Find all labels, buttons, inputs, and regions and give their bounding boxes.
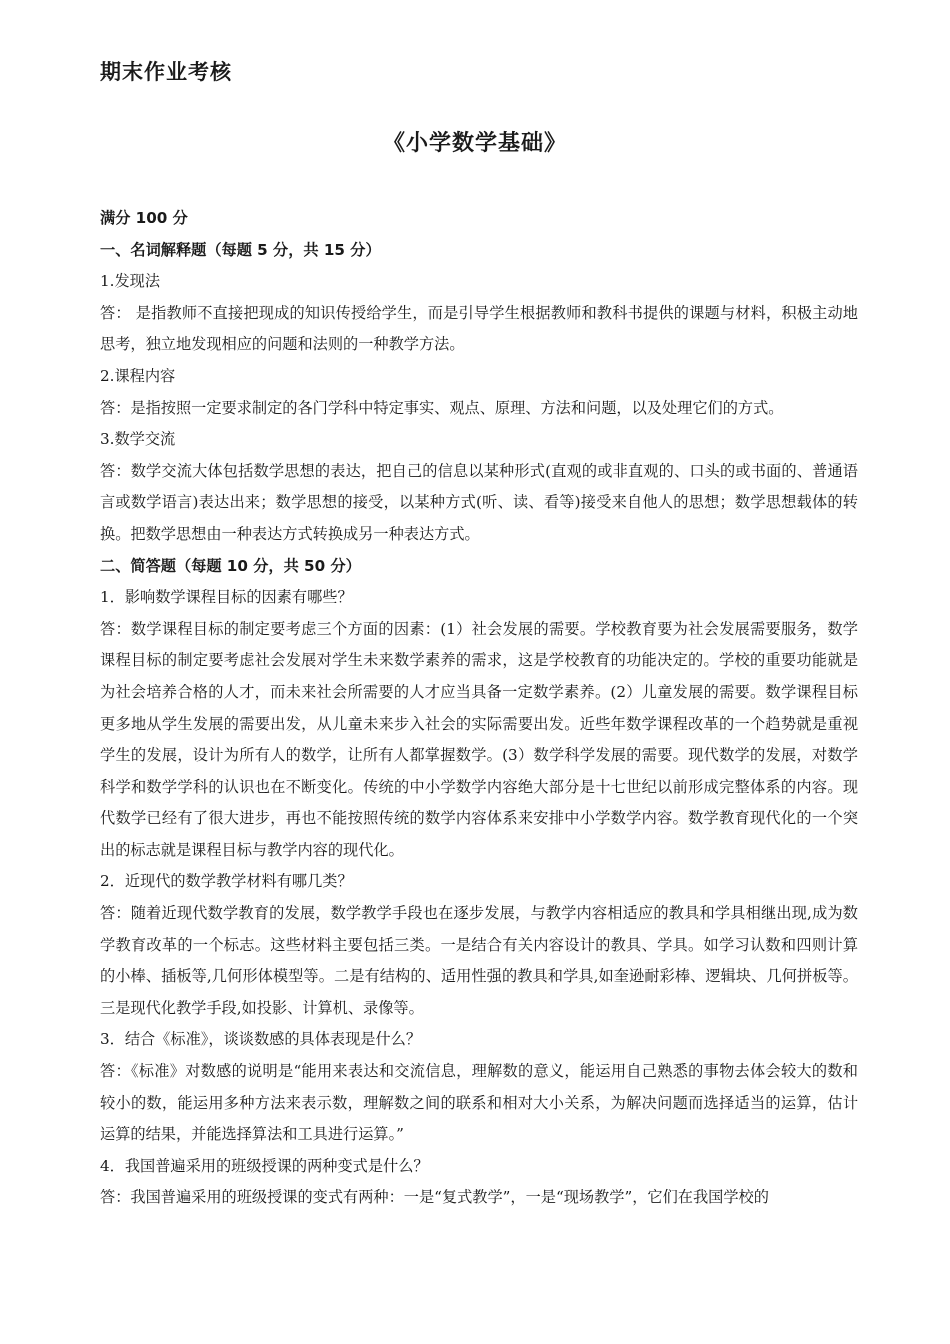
answer: 答：数学交流大体包括数学思想的表达，把自己的信息以某种形式(直观的或非直观的、口头的或书面的、普通语言或数学语言)表达出来；数学思想的接受，以某种方式(听、读、看等)接受来自他人的思想；数学思想载体的转换。把数学思想由一种表达方式转换成另一种表达方式。 <box>100 461 858 543</box>
question: 2.课程内容 <box>100 366 176 385</box>
section-heading: 一、名词解释题（每题 5 分，共 15 分） <box>100 240 381 259</box>
section-heading: 二、简答题（每题 10 分，共 50 分） <box>100 556 361 575</box>
question: 1.发现法 <box>100 272 161 291</box>
question: 3．结合《标准》，谈谈数感的具体表现是什么？ <box>100 1030 422 1049</box>
page-title: 《小学数学基础》 <box>382 131 567 156</box>
answer: 答：是指按照一定要求制定的各门学科中特定事实、观点、原理、方法和问题，以及处理它们的方式。 <box>100 398 784 417</box>
assignment-label: 期末作业考核 <box>100 60 232 84</box>
question: 4．我国普遍采用的班级授课的两种变式是什么？ <box>100 1156 429 1175</box>
answer: 答：我国普遍采用的班级授课的变式有两种：一是“复式教学”，一是“现场教学”，它们在我国学校的 <box>100 1188 769 1207</box>
answer: 答： 是指教师不直接把现成的知识传授给学生，而是引导学生根据教师和教科书提供的课题与材料，积极主动地思考，独立地发现相应的问题和法则的一种教学方法。 <box>100 303 858 354</box>
document-body <box>100 203 858 1214</box>
answer: 答：数学课程目标的制定要考虑三个方面的因素：(1）社会发展的需要。学校教育要为社会发展需要服务，数学课程目标的制定要考虑社会发展对学生未来数学素养的需求，这是学校教育的功能决定的。学校的重要功能就是为社会培养合格的人才，而未来社会所需要的人才应当具备一定数学素养。(2）儿童发展的需要。数学课程目标更多地从学生发展的需要出发，从儿童未来步入社会的实际需要出发。近些年数学课程改革的一个趋势就是重视学生的发展，设计为所有人的数学，让所有人都掌握数学。(3）数学科学发展的需要。现代数学的发展，对数学科学和数学学科的认识也在不断变化。传统的中小学数学内容绝大部分是十七世纪以前形成完整体系的内容。现代数学已经有了很大进步，再也不能按照传统的数学内容体系来安排中小学数学内容。数学教育现代化的一个突出的标志就是课程目标与教学内容的现代化。 <box>100 619 858 859</box>
question: 3.数学交流 <box>100 430 176 449</box>
answer: 答：随着近现代数学教育的发展，数学教学手段也在逐步发展，与教学内容相适应的教具和学具相继出现,成为数学教育改革的一个标志。这些材料主要包括三类。一是结合有关内容设计的教具、学具。如学习认数和四则计算的小棒、插板等,几何形体模型等。二是有结构的、适用性强的教具和学具,如奎逊耐彩棒、逻辑块、几何拼板等。三是现代化教学手段,如投影、计算机、录像等。 <box>100 904 858 1017</box>
answer: 答：《标准》对数感的说明是“能用来表达和交流信息，理解数的意义，能运用自己熟悉的事物去体会较大的数和较小的数，能运用多种方法来表示数，理解数之间的联系和相对大小关系，为解决问题而选择适当的运算，估计运算的结果，并能选择算法和工具进行运算。” <box>100 1062 858 1144</box>
question: 1．影响数学课程目标的因素有哪些？ <box>100 588 353 607</box>
full-score: 满分 100 分 <box>100 209 188 227</box>
question: 2．近现代的数学教学材料有哪几类？ <box>100 872 353 891</box>
